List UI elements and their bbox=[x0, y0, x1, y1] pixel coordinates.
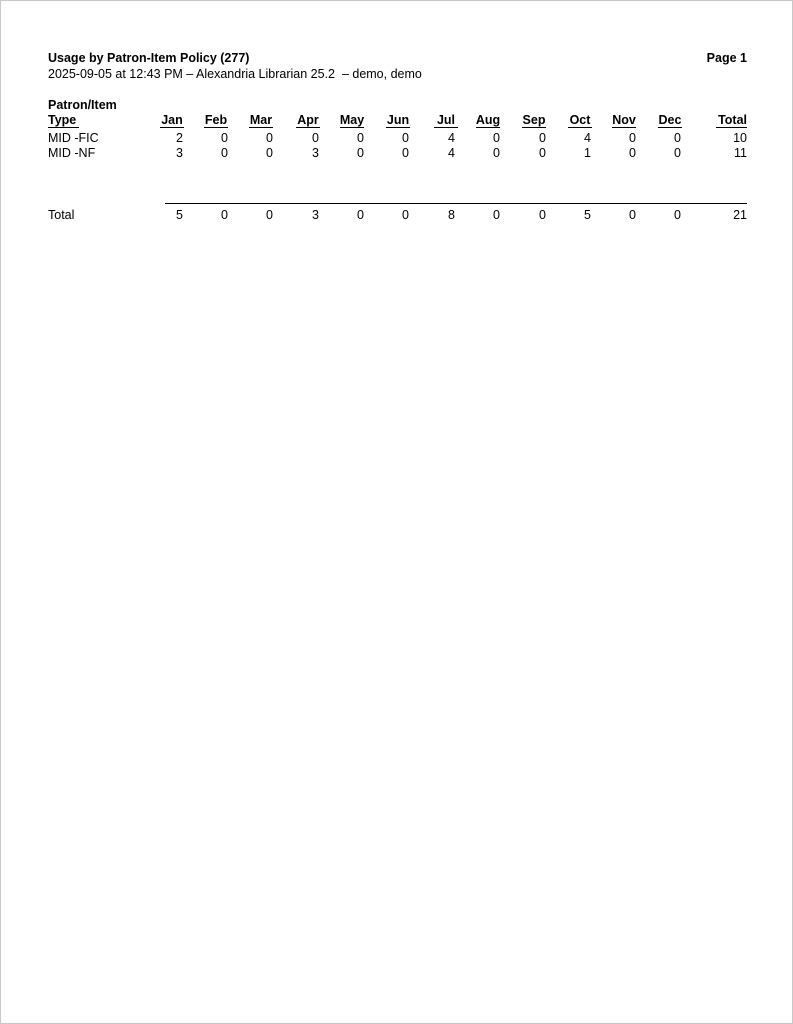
total-row-cell: 5 bbox=[176, 208, 183, 222]
table-row-cell: 1 bbox=[584, 146, 591, 160]
column-header-nov: Nov bbox=[612, 113, 636, 127]
table-row-cell: 0 bbox=[629, 146, 636, 160]
total-row-cell: 5 bbox=[584, 208, 591, 222]
page-label: Page bbox=[706, 51, 737, 65]
column-header-type: Type bbox=[48, 113, 77, 127]
table-row-cell: 4 bbox=[584, 131, 591, 145]
total-row-cell: 3 bbox=[312, 208, 319, 222]
column-header-may: May bbox=[339, 113, 365, 127]
total-rule bbox=[165, 203, 747, 204]
column-header-feb: Feb bbox=[204, 113, 228, 127]
column-header-underline bbox=[476, 127, 500, 128]
column-header-underline bbox=[160, 127, 184, 128]
table-row-cell: 0 bbox=[402, 146, 409, 160]
column-header-jun: Jun bbox=[386, 113, 410, 127]
report-subtitle: 2025-09-05 at 12:43 PM – Alexandria Librarian 25.2 – demo, demo bbox=[48, 67, 422, 81]
column-header-oct: Oct bbox=[569, 113, 591, 127]
table-row-cell: 0 bbox=[629, 131, 636, 145]
table-row-cell: 0 bbox=[674, 131, 681, 145]
table-row-cell: 0 bbox=[312, 131, 319, 145]
column-header-underline bbox=[612, 127, 636, 128]
table-row-cell: 0 bbox=[221, 146, 228, 160]
column-header-underline bbox=[522, 127, 546, 128]
page-number-value: 1 bbox=[740, 51, 747, 65]
total-row-cell: 0 bbox=[629, 208, 636, 222]
table-row-cell: 10 bbox=[733, 131, 747, 145]
column-header-total: Total bbox=[718, 113, 747, 127]
table-row-cell: 0 bbox=[266, 131, 273, 145]
total-row-cell: 0 bbox=[493, 208, 500, 222]
table-row-cell: MID -NF bbox=[48, 146, 96, 160]
column-header-underline bbox=[568, 127, 592, 128]
column-header-mar: Mar bbox=[249, 113, 273, 127]
total-row-cell: 0 bbox=[357, 208, 364, 222]
page-number bbox=[661, 51, 747, 65]
report-title: Usage by Patron-Item Policy (277) bbox=[48, 51, 250, 65]
total-row-cell: 0 bbox=[266, 208, 273, 222]
table-row-cell: 0 bbox=[493, 131, 500, 145]
table-row-cell: 4 bbox=[448, 146, 455, 160]
table-row-cell: 0 bbox=[357, 131, 364, 145]
total-row-cell: Total bbox=[48, 208, 75, 222]
table-row-cell: MID -FIC bbox=[48, 131, 99, 145]
column-header-underline bbox=[340, 127, 364, 128]
column-header-underline bbox=[658, 127, 682, 128]
column-header-sep: Sep bbox=[522, 113, 546, 127]
total-row-cell: 0 bbox=[221, 208, 228, 222]
table-row-cell: 11 bbox=[734, 146, 747, 160]
total-row-cell: 8 bbox=[448, 208, 455, 222]
table-row-cell: 0 bbox=[539, 146, 546, 160]
total-row-cell: 0 bbox=[402, 208, 409, 222]
column-header-jan: Jan bbox=[161, 113, 183, 127]
column-header-underline bbox=[249, 127, 273, 128]
table-row-cell: 0 bbox=[493, 146, 500, 160]
total-row-cell: 21 bbox=[733, 208, 747, 222]
column-header-aug: Aug bbox=[475, 113, 501, 127]
table-row-cell: 2 bbox=[176, 131, 183, 145]
column-header-underline bbox=[204, 127, 228, 128]
total-row-cell: 0 bbox=[674, 208, 681, 222]
table-row-cell: 0 bbox=[266, 146, 273, 160]
table-row-cell: 0 bbox=[402, 131, 409, 145]
column-header-underline bbox=[386, 127, 410, 128]
table-row-cell: 3 bbox=[312, 146, 319, 160]
table-row-cell: 0 bbox=[674, 146, 681, 160]
table-row-cell: 3 bbox=[176, 146, 183, 160]
column-header-jul: Jul bbox=[436, 113, 456, 127]
column-header-dec: Dec bbox=[658, 113, 682, 127]
column-header-underline bbox=[48, 127, 79, 128]
total-row-cell: 0 bbox=[539, 208, 546, 222]
column-header-apr: Apr bbox=[297, 113, 319, 127]
table-row-cell: 0 bbox=[357, 146, 364, 160]
table-row-cell: 0 bbox=[221, 131, 228, 145]
column-header-underline bbox=[296, 127, 320, 128]
column-header-underline bbox=[716, 127, 747, 128]
column-header-underline bbox=[434, 127, 458, 128]
table-row-cell: 4 bbox=[448, 131, 455, 145]
table-row-cell: 0 bbox=[539, 131, 546, 145]
column-header-patron-item: Patron/Item bbox=[48, 98, 117, 112]
